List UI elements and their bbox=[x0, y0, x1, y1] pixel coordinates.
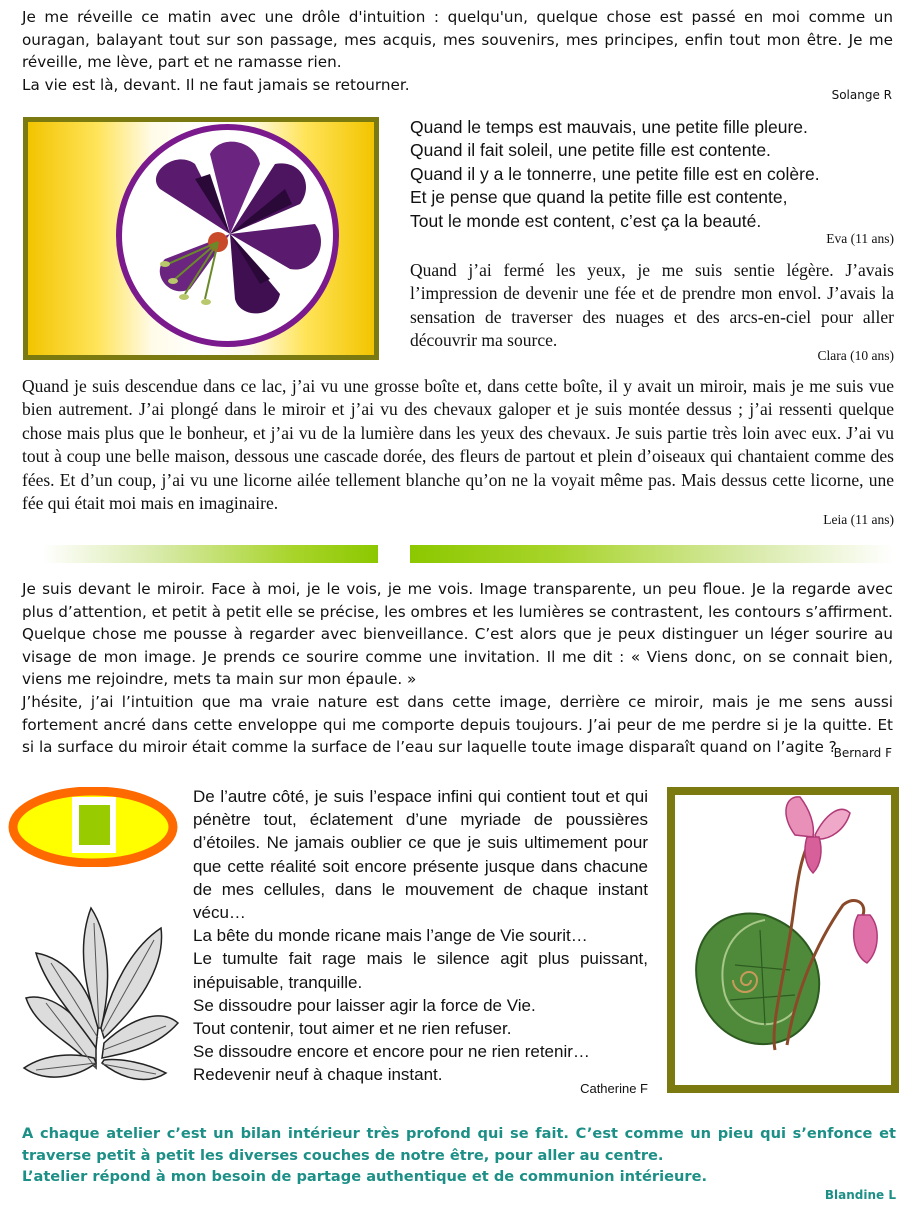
blandine-text bbox=[22, 1123, 896, 1188]
purple-flower-image-frame bbox=[23, 117, 379, 360]
solange-signature: Solange R bbox=[831, 88, 892, 102]
emblem-green-square bbox=[79, 805, 110, 845]
clara-text: Quand j’ai fermé les yeux, je me suis sentie légère. J’avais l’impression de devenir une fée et de prendre mon envol. J’avais la sensation de traverser des nuages et des arcs-en-ciel pour aller découvrir ma source. bbox=[410, 260, 894, 351]
bernard-paragraph-1: Je suis devant le miroir. Face à moi, je le vois, je me vois. Image transparente, un peu floue. Je la regarde avec plus d’attention, et petit à petit elle se précise, les ombres et les lumières se contrastent, les contours s’affirment. bbox=[22, 580, 893, 621]
bernard-paragraph-3: J’hésite, j’ai l’intuition que ma vraie nature est dans cette image, derrière ce miroir, mais je me sens aussi fortement ancré dans cette enveloppe qui me comporte depuis toujours. J’ai peur de me perdre si je la quitte. Et si la surface du miroir était comme la surface de l’eau sur laquelle toute image disparaît quand on l’agite ? bbox=[22, 692, 893, 757]
eva-line-4: Et je pense que quand la petite fille est contente, bbox=[410, 187, 788, 208]
catherine-line-5: Tout contenir, tout aimer et ne rien refuser. bbox=[193, 1019, 512, 1039]
eva-line-5: Tout le monde est content, c’est ça la beauté. bbox=[410, 210, 762, 231]
green-separator-left bbox=[42, 545, 378, 563]
bernard-text bbox=[22, 578, 893, 759]
purple-flower-circle bbox=[116, 124, 339, 347]
eva-signature: Eva (11 ans) bbox=[826, 231, 894, 246]
catherine-line-2: La bête du monde ricane mais l’ange de Vie sourit… bbox=[193, 926, 588, 946]
leia-text: Quand je suis descendue dans ce lac, j’ai vu une grosse boîte et, dans cette boîte, il y avait un miroir, mais je me suis vue bien autrement. J’ai plongé dans le miroir et j’ai vu des chevaux galoper et je suis montée dessus ; j’ai ressenti quelque chose mais plus que le bonheur, et j’ai vu de la lumière dans les yeux des chevaux. Je suis partie très loin avec eux. J’ai vu tout à coup une belle maison, dessous une cascade dorée, des fleurs de partout et plein d’oiseaux qui chantaient comme des fées. Et d’un coup, j’ai vu une licorne ailée tellement blanche qu’on ne la voyait même pas. Mais dessus cette licorne, une fée qui était moi mais en imaginaire. bbox=[22, 376, 894, 514]
green-separator-right bbox=[410, 545, 894, 563]
catherine-line-3: Le tumulte fait rage mais le silence agit plus puissant, inépuisable, tranquille. bbox=[193, 949, 648, 992]
blandine-paragraph-2: L’atelier répond à mon besoin de partage authentique et de communion intérieure. bbox=[22, 1168, 708, 1186]
solange-paragraph-1: Je me réveille ce matin avec une drôle d'intuition : quelqu'un, quelque chose est passé en moi comme un ouragan, balayant tout sur son passage, mes acquis, mes souvenirs, mes principes, enfin tout mon être. Je me réveille, me lève, part et ne ramasse rien. bbox=[22, 8, 893, 72]
catherine-line-4: Se dissoudre pour laisser agir la force de Vie. bbox=[193, 995, 536, 1015]
catherine-signature: Catherine F bbox=[580, 1081, 648, 1096]
clara-signature: Clara (10 ans) bbox=[817, 348, 894, 363]
bernard-paragraph-2: Quelque chose me pousse à regarder avec bienveillance. C’est alors que je peux distinguer un léger sourire au visage de mon image. Je prends ce sourire comme une invitation. Il me dit : « Viens donc, on se connait bien, viens me rejoindre, mets ta main sur mon épaule. » bbox=[22, 625, 893, 689]
cyclamen-image-frame bbox=[667, 787, 899, 1093]
solange-text bbox=[22, 6, 893, 96]
blandine-signature: Blandine L bbox=[824, 1188, 896, 1202]
bernard-signature: Bernard F bbox=[833, 746, 892, 760]
catherine-line-6: Se dissoudre encore et encore pour ne rien retenir… bbox=[193, 1042, 590, 1062]
eva-line-3: Quand il y a le tonnerre, une petite fille est en colère. bbox=[410, 163, 820, 184]
cyclamen-illustration bbox=[675, 795, 891, 1085]
catherine-poem bbox=[193, 785, 648, 1087]
orange-ellipse-emblem bbox=[8, 787, 178, 867]
eva-line-1: Quand le temps est mauvais, une petite fille pleure. bbox=[410, 117, 808, 137]
leaf-sketch-illustration bbox=[6, 868, 184, 1092]
leia-signature: Leia (11 ans) bbox=[823, 512, 894, 527]
catherine-paragraph-1: De l’autre côté, je suis l’espace infini qui contient tout et qui pénètre tout, éclatement d’une myriade de poussières d’étoiles. Ne jamais oublier ce que je suis ultimement pour que cette réalité soit encore présente jusque dans chacune de mes cellules, dans le mouvement de chaque instant vécu… bbox=[193, 787, 648, 923]
catherine-line-7: Redevenir neuf à chaque instant. bbox=[193, 1065, 443, 1085]
eva-poem bbox=[410, 116, 900, 233]
solange-paragraph-2: La vie est là, devant. Il ne faut jamais se retourner. bbox=[22, 75, 410, 94]
purple-flower-illustration bbox=[122, 130, 333, 341]
blandine-paragraph-1: A chaque atelier c’est un bilan intérieur très profond qui se fait. C’est comme un pieu qui s’enfonce et traverse petit à petit les diverses couches de notre être, pour aller au centre. bbox=[22, 1125, 896, 1164]
eva-line-2: Quand il fait soleil, une petite fille est contente. bbox=[410, 140, 771, 161]
